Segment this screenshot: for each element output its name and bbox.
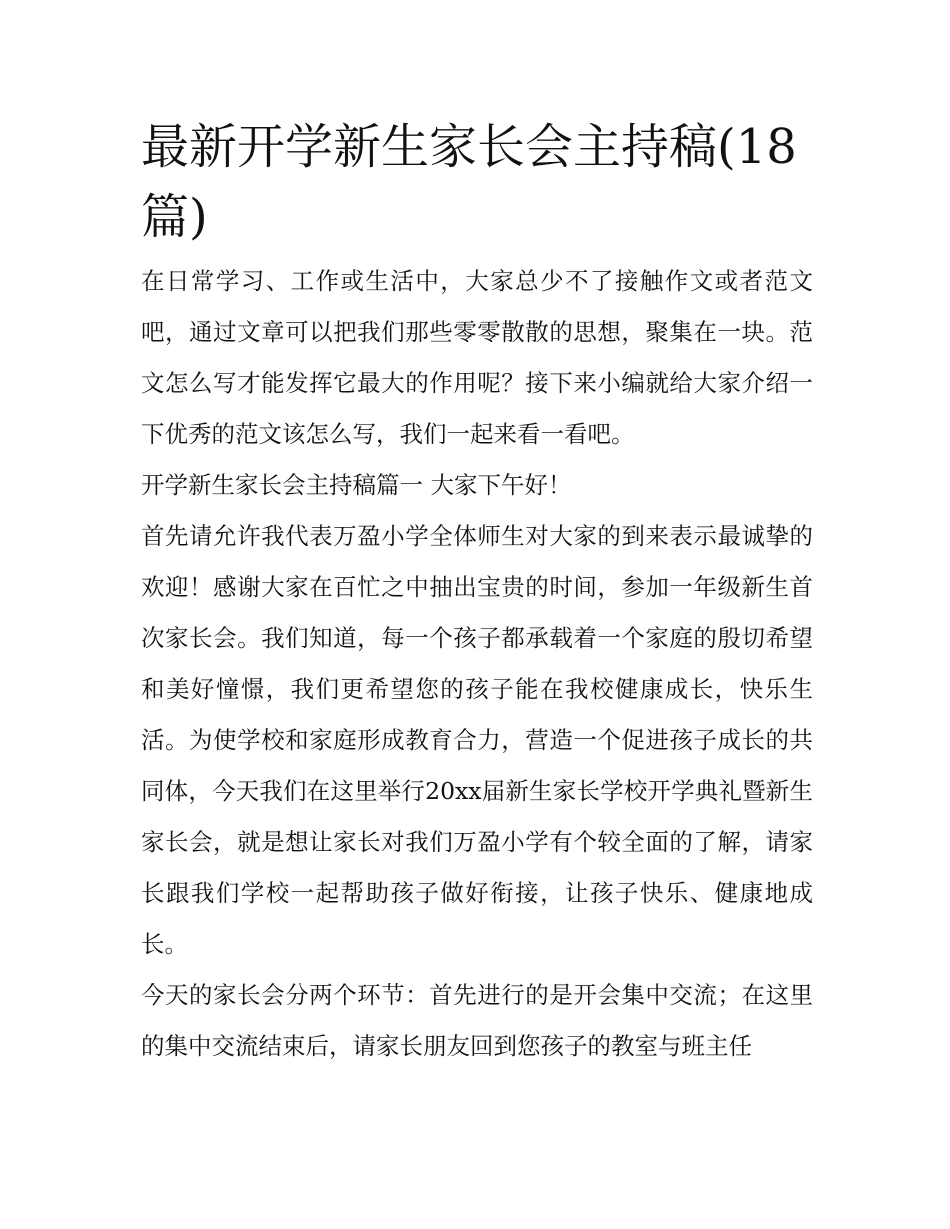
paragraph-greeting: 开学新生家长会主持稿篇一 大家下午好！	[141, 471, 572, 499]
paragraph-intro: 在日常学习、工作或生活中，大家总少不了接触作文或者范文吧，通过文章可以把我们那些零零散散的思想，聚集在一块。范文怎么写才能发挥它最大的作用呢？接下来小编就给大家介绍一下优秀的范文该怎么写，我们一起来看一看吧。	[141, 267, 813, 448]
paragraph-agenda: 今天的家长会分两个环节：首先进行的是开会集中交流；在这里的集中交流结束后，请家长朋友回到您孩子的教室与班主任	[141, 981, 813, 1060]
document-title: 最新开学新生家长会主持稿(18篇)	[141, 119, 797, 245]
paragraph-welcome: 首先请允许我代表万盈小学全体师生对大家的到来表示最诚挚的欢迎！感谢大家在百忙之中抽出宝贵的时间，参加一年级新生首次家长会。我们知道，每一个孩子都承载着一个家庭的殷切希望和美好憧憬，我们更希望您的孩子能在我校健康成长，快乐生活。为使学校和家庭形成教育合力，营造一个促进孩子成长的共同体，今天我们在这里举行20xx届新生家长学校开学典礼暨新生家长会，就是想让家长对我们万盈小学有个较全面的了解，请家长跟我们学校一起帮助孩子做好衔接，让孩子快乐、健康地成长。	[141, 522, 813, 958]
document-body	[141, 112, 813, 1072]
